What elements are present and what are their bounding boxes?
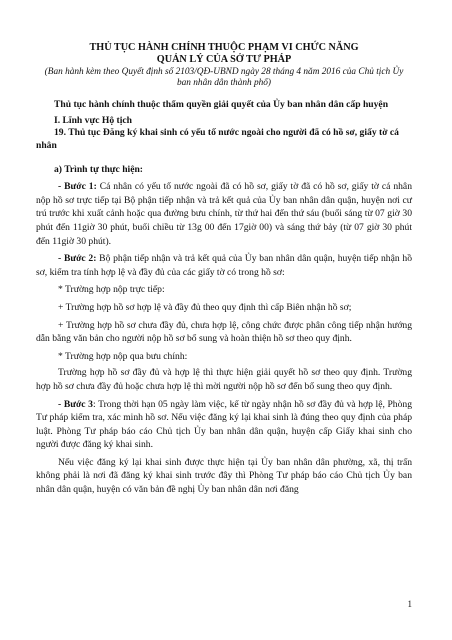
document-title-line1: THỦ TỤC HÀNH CHÍNH THUỘC PHẠM VI CHỨC NĂNG: [89, 42, 359, 53]
procedure-title: 19. Thủ tục Đăng ký khai sinh có yếu tố nước ngoài cho người đã có hồ sơ, giấy tờ cá nhân: [36, 127, 399, 152]
admin-procedure-heading: Thủ tục hành chính thuộc thẩm quyền giải quyết của Ủy ban nhân dân cấp huyện: [54, 98, 389, 110]
step2-label: - Bước 2:: [58, 253, 97, 265]
step3-paragraph: [36, 398, 412, 452]
step1-text: Cá nhân có yếu tố nước ngoài đã có hồ sơ, giấy tờ đã có hồ sơ, giấy tờ cá nhân nộp hồ sơ trực tiếp tại Bộ phận tiếp nhận và trả kết quả của Ủy ban nhân dân quận, huyện nơi cư trú trước khi xuất cảnh hoặc qua đường bưu chính, từ thứ hai đến thứ sáu (buổi sáng từ 07 giờ 30 phút đến 11giờ 30 phút, buổi chiều từ 13g 00 đến 17giờ 00) và sáng thứ bảy (từ 07 giờ 30 phút đến 11giờ 30 phút).: [36, 181, 412, 247]
document-subtitle: (Ban hành kèm theo Quyết định số 2103/QĐ-UBND ngày 28 tháng 4 năm 2016 của Chủ tịch Ủy ban nhân dân thành phố): [44, 66, 404, 89]
postal-case-paragraph: * Trường hợp nộp qua bưu chính:: [58, 350, 188, 362]
document-title-line2: QUẢN LÝ CỦA SỞ TƯ PHÁP: [156, 54, 292, 66]
step3-label: - Bước 3: [58, 398, 93, 410]
step2-paragraph: [36, 252, 412, 279]
direct-invalid-paragraph: + Trường hợp hồ sơ chưa đầy đủ, chưa hợp lệ, công chức được phân công tiếp nhận hướng dẫn bằng văn bản cho người nộp hồ sơ bổ sung và hoàn thiện hồ sơ theo quy định.: [36, 319, 412, 345]
direct-case-paragraph: * Trường hợp nộp trực tiếp:: [58, 284, 165, 296]
direct-valid-paragraph: + Trường hợp hồ sơ hợp lệ và đầy đủ theo quy định thì cấp Biên nhận hồ sơ;: [58, 301, 352, 313]
step1-label: - Bước 1:: [58, 181, 97, 193]
postal-text-paragraph: Trường hợp hồ sơ đầy đủ và hợp lệ thì thực hiện giải quyết hồ sơ theo quy định. Trường hợp hồ sơ chưa đầy đủ hoặc chưa hợp lệ thì mời người nộp hồ sơ đến bổ sung theo quy định.: [36, 367, 412, 392]
step1-paragraph: [36, 180, 412, 248]
step3-text: : Trong thời hạn 05 ngày làm việc, kể từ ngày nhận hồ sơ đầy đủ và hợp lệ, Phòng Tư pháp kiểm tra, xác minh hồ sơ. Nếu việc đăng ký lại khai sinh là đúng theo quy định của pháp luật. Phòng Tư pháp báo cáo Chủ tịch Ủy ban nhân dân quận, huyện cấp Giấy khai sinh cho người được đăng ký khai sinh.: [36, 398, 412, 451]
field-heading: I. Lĩnh vực Hộ tịch: [54, 114, 132, 126]
page-number: 1: [407, 599, 412, 609]
reregister-paragraph: Nếu việc đăng ký lại khai sinh được thực hiện tại Ủy ban nhân dân phường, xã, thị trấn không phải là nơi đã đăng ký khai sinh trước đây thì Phòng Tư pháp báo cáo Chủ tịch Ủy ban nhân dân quận, huyện có văn bản đề nghị Ủy ban nhân dân nơi đăng: [36, 456, 412, 496]
step2-text: Bộ phận tiếp nhận và trả kết quả của Ủy ban nhân dân quận, huyện tiếp nhận hồ sơ, kiểm tra tính hợp lệ và đầy đủ của các giấy tờ có trong hồ sơ:: [36, 253, 413, 278]
subsection-heading-a: a) Trình tự thực hiện:: [54, 163, 143, 175]
